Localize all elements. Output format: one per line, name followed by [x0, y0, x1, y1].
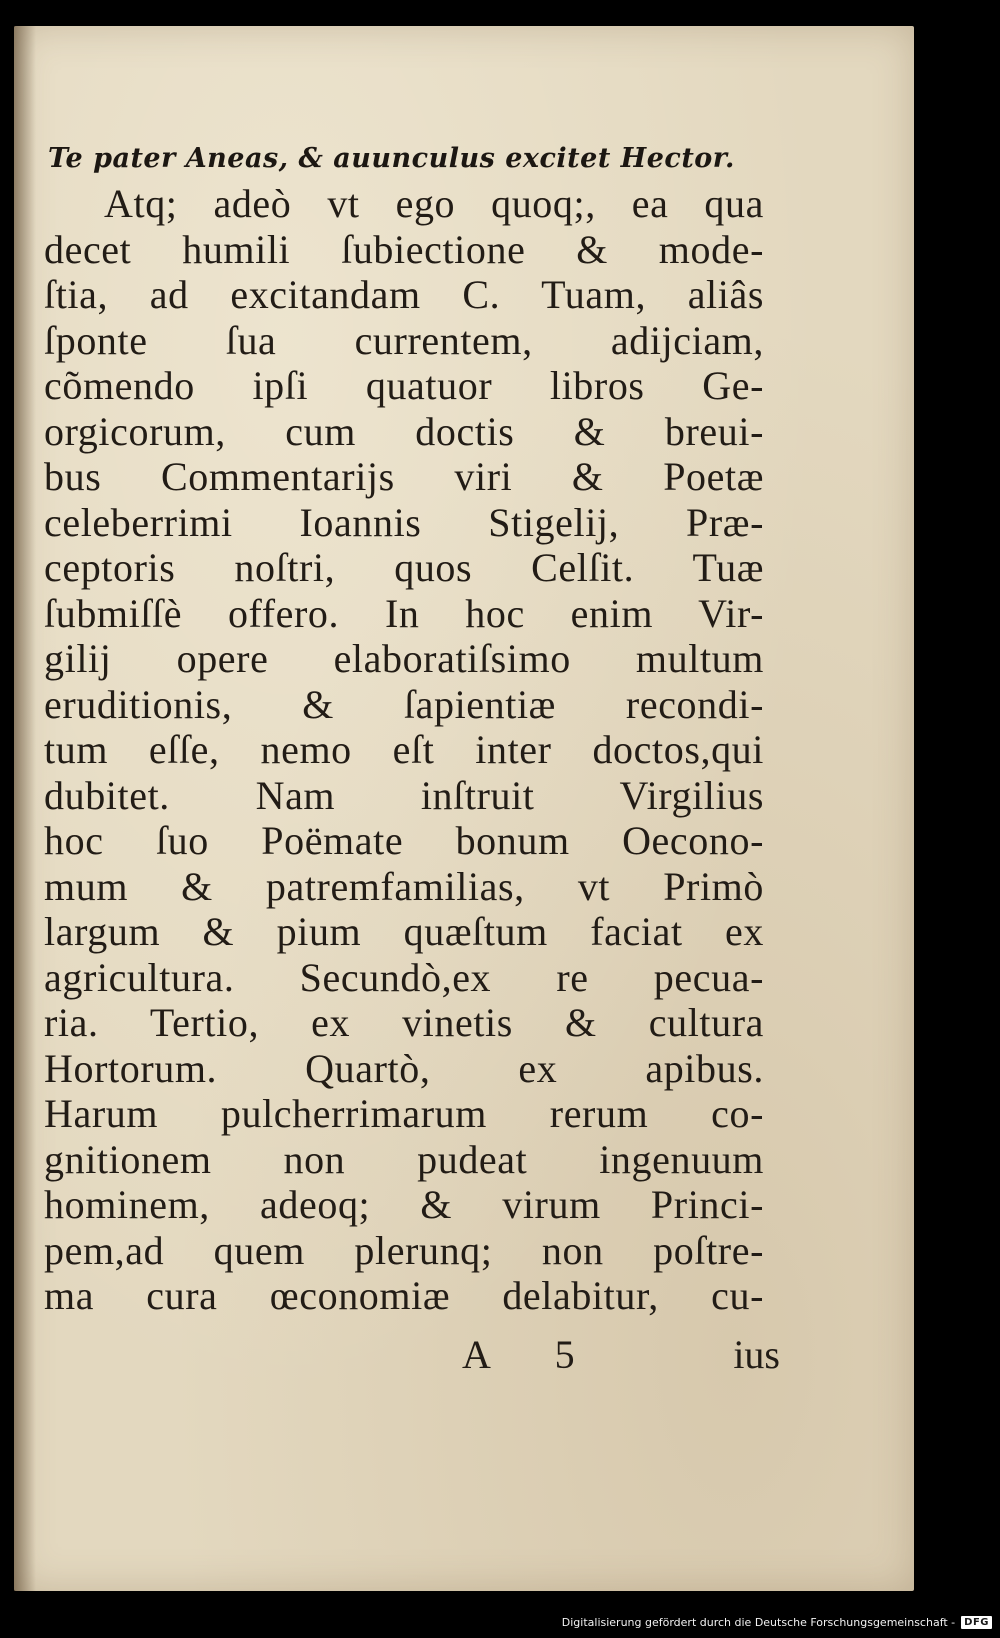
body-text	[44, 181, 764, 1319]
catchword: ius	[733, 1332, 780, 1377]
text-line: Hortorum. Quartò, ex apibus.	[44, 1045, 764, 1091]
page-binding-shadow	[14, 26, 36, 1591]
text-line: gnitionem non pudeat ingenuum	[44, 1136, 764, 1182]
credit-text: Digitalisierung gefördert durch die Deutsche Forschungsgemeinschaft -	[561, 1615, 956, 1629]
page-header-line: Te pater Aneas, & auunculus excitet Hector.	[48, 143, 735, 174]
text-line: hominem, adeoq; & virum Princi-	[44, 1182, 764, 1227]
text-line: Atq; adeò vt ego quoq;, ea qua	[104, 181, 764, 226]
book-page	[14, 26, 914, 1591]
text-line: eruditionis, & ſapientiæ recondi-	[44, 681, 764, 727]
text-line: tum eſſe, nemo eſt inter doctos,qui	[44, 727, 764, 772]
text-line: ſtia, ad excitandam C. Tuam, aliâs	[44, 272, 764, 317]
text-line: Harum pulcherrimarum rerum co-	[44, 1091, 764, 1136]
digitization-credit	[562, 1611, 992, 1633]
text-line: dubitet. Nam inſtruit Virgilius	[44, 772, 764, 818]
text-line: celeberrimi Ioannis Stigelij, Præ-	[44, 499, 764, 545]
text-line: pem,ad quem plerunq; non poſtre-	[44, 1227, 764, 1273]
text-line: mum & patremfamilias, vt Primò	[44, 863, 764, 909]
text-line: ria. Tertio, ex vinetis & cultura	[44, 1000, 764, 1045]
text-line: agricultura. Secundò,ex re pecua-	[44, 954, 764, 1000]
text-line: decet humili ſubiectione & mode-	[44, 226, 764, 272]
text-line: ſponte ſua currentem, adijciam,	[44, 317, 764, 363]
page-footer	[44, 1331, 780, 1381]
text-line: hoc ſuo Poëmate bonum Oecono-	[44, 818, 764, 863]
text-line: cõmendo ipſi quatuor libros Ge-	[44, 363, 764, 408]
signature-mark: A 5	[462, 1332, 603, 1377]
text-line: bus Commentarijs viri & Poetæ	[44, 454, 764, 499]
text-line: ceptoris noſtri, quos Celſit. Tuæ	[44, 545, 764, 590]
dfg-logo: DFG	[961, 1616, 992, 1629]
text-line: ſubmiſſè offero. In hoc enim Vir-	[44, 590, 764, 636]
text-line: gilij opere elaboratiſsimo multum	[44, 636, 764, 681]
text-line: ma cura œconomiæ delabitur, cu-	[44, 1273, 764, 1318]
text-line: orgicorum, cum doctis & breui-	[44, 408, 764, 454]
text-line: largum & pium quæſtum faciat ex	[44, 909, 764, 954]
